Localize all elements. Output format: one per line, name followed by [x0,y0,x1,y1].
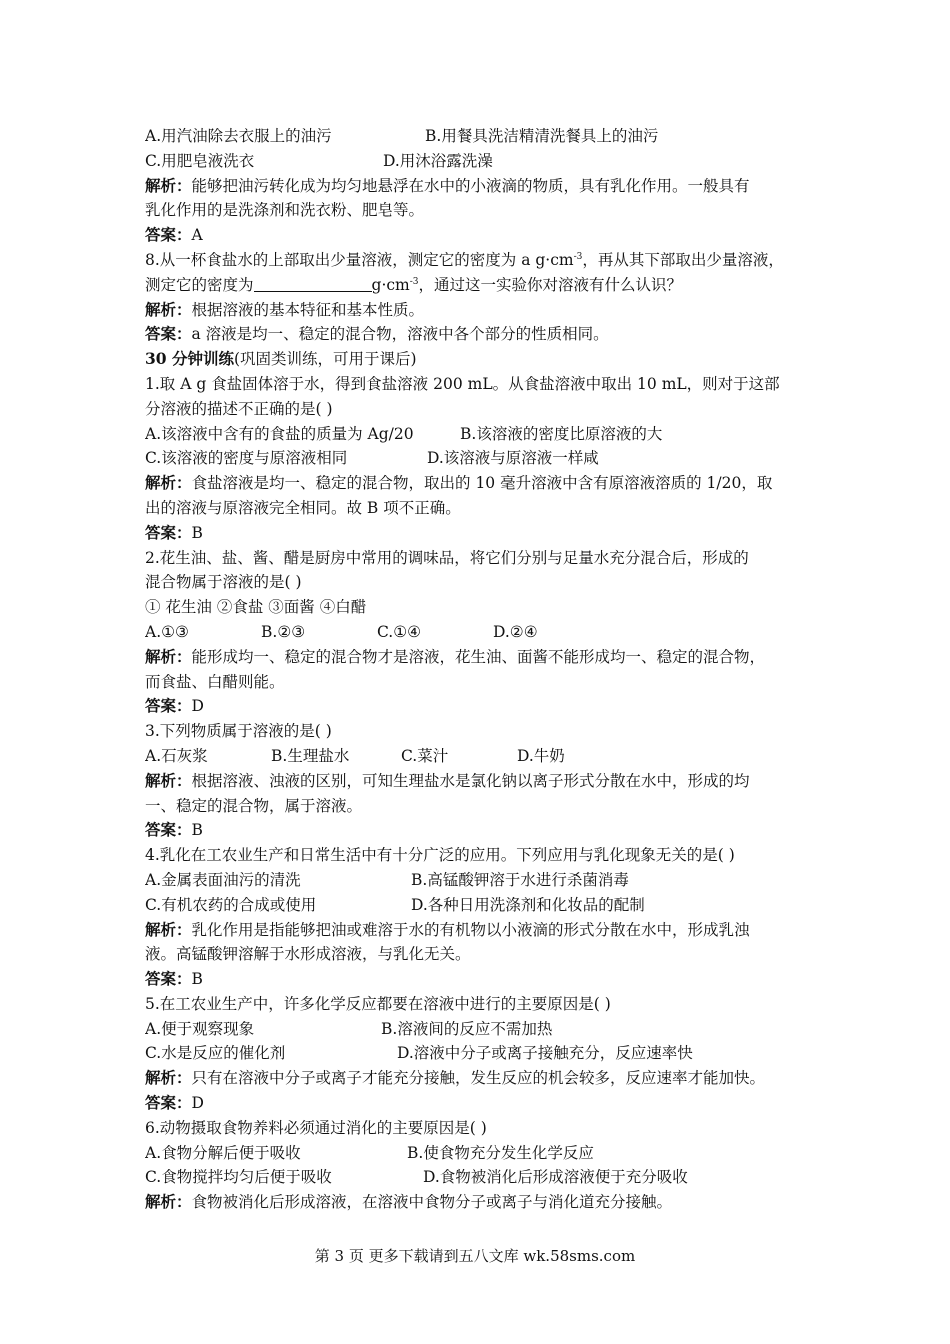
q2-line-1: 2.花生油、盐、酱、醋是厨房中常用的调味品，将它们分别与足量水充分混合后，形成的 [145,548,749,567]
q4-option-d: D.各种日用洗涤剂和化妆品的配制 [411,895,645,914]
q3-options [145,744,825,769]
q4-option-b: B.高锰酸钾溶于水进行杀菌消毒 [411,870,629,889]
q5-analysis-text-1: 只有在溶液中分子或离子才能充分接触，发生反应的机会较多，反应速率才能加快。 [191,1069,766,1088]
q5-option-c: C.水是反应的催化剂 [145,1044,286,1063]
section-title: 30 分钟训练 [145,349,234,369]
q1-analysis-text-1: 食盐溶液是均一、稳定的混合物，取出的 10 毫升溶液中含有原溶液溶质的 1/20，取 [191,474,773,493]
q4-options-row-2 [145,893,825,918]
q2-line-2: 混合物属于溶液的是( ) [145,573,302,592]
q5-options-row-2 [145,1041,825,1066]
q5-answer-value: D [191,1094,204,1113]
q5-option-d: D.溶液中分子或离子接触充分，反应速率快 [397,1044,693,1063]
q4-analysis-text-1: 乳化作用是指能够把油或难溶于水的有机物以小液滴的形式分散在水中，形成乳浊 [191,920,750,939]
analysis-label: 解析： [145,299,192,319]
q3-answer [145,818,825,843]
q5-option-a: A.便于观察现象 [145,1019,255,1038]
answer-label: 答案： [145,1093,192,1113]
q8-analysis [145,298,825,323]
q7-options-row-2 [145,149,825,174]
q7-analysis-line-2: 乳化作用的是洗涤剂和洗衣粉、肥皂等。 [145,201,425,220]
q7-option-c: C.用肥皂液洗衣 [145,151,255,170]
q7-option-d: D.用沐浴露洗澡 [383,151,493,170]
q1-analysis-line-1 [145,471,825,496]
q1-options-row-1 [145,422,825,447]
answer-label: 答案： [145,696,192,716]
q5-options-row-1 [145,1017,825,1042]
q7-answer [145,223,825,248]
q1-answer-value: B [191,523,203,542]
document-body [145,124,825,1215]
q6-option-b: B.使食物充分发生化学反应 [407,1143,594,1162]
section-header [145,347,825,372]
q8-answer-blank[interactable] [254,277,372,292]
q5-option-b: B.溶液间的反应不需加热 [381,1019,553,1038]
q7-option-b: B.用餐具洗洁精清洗餐具上的油污 [425,127,659,145]
analysis-label: 解析： [145,770,192,790]
q8-answer [145,322,825,347]
q7-answer-value: A [191,226,203,245]
section-subtitle: (巩固类训练，可用于课后) [233,350,417,369]
q4-answer [145,967,825,992]
answer-label: 答案： [145,225,192,245]
page-footer: 第 3 页 更多下载请到五八文库 wk.58sms.com [314,1247,636,1265]
q4-line-1: 4.乳化在工农业生产和日常生活中有十分广泛的应用。下列应用与乳化现象无关的是( ) [145,846,735,865]
q6-analysis-text-1: 食物被消化后形成溶液，在溶液中食物分子或离子与消化道充分接触。 [191,1193,673,1212]
q8-sup-2: -3 [409,276,419,287]
q2-items: ① 花生油 ②食盐 ③面酱 ④白醋 [145,598,367,617]
q2-answer [145,694,825,719]
q3-analysis-line-1 [145,769,825,794]
q3-option-a: A.石灰浆 [145,746,208,765]
q7-analysis-line-1 [145,174,825,199]
q4-option-c: C.有机农药的合成或使用 [145,895,317,914]
q3-analysis-text-1: 根据溶液、浊液的区别，可知生理盐水是氯化钠以离子形式分散在水中，形成的均 [191,771,750,790]
q4-analysis-line-2: 液。高锰酸钾溶解于水形成溶液，与乳化无关。 [145,945,471,964]
q4-analysis-line-1 [145,918,825,943]
q1-option-a: A.该溶液中含有的食盐的质量为 Ag/20 [145,424,414,443]
q1-options-row-2 [145,446,825,471]
q2-answer-value: D [191,697,204,716]
answer-label: 答案： [145,820,192,840]
q3-line-1: 3.下列物质属于溶液的是( ) [145,722,332,741]
q8-text-2b: ，通过这一实验你对溶液有什么认识？ [418,275,683,294]
q2-analysis-line-1 [145,645,825,670]
q8-text-1a: 8.从一杯食盐水的上部取出少量溶液，测定它的密度为 a g·cm [145,250,574,269]
q7-option-a: A.用汽油除去衣服上的油污 [145,127,332,145]
q4-option-a: A.金属表面油污的清洗 [145,870,301,889]
analysis-label: 解析： [145,175,192,195]
q8-line-2 [145,273,825,298]
q6-analysis-line-1 [145,1190,825,1215]
q8-text-1b: ，再从其下部取出少量溶液， [582,250,784,269]
q5-line-1: 5.在工农业生产中，许多化学反应都要在溶液中进行的主要原因是( ) [145,994,611,1013]
q8-answer-value: a 溶液是均一、稳定的混合物，溶液中各个部分的性质相同。 [191,325,609,344]
q1-line-1: 1.取 A g 食盐固体溶于水，得到食盐溶液 200 mL。从食盐溶液中取出 10 mL，则对于这部 [145,374,780,393]
answer-label: 答案： [145,522,192,542]
q7-options-row-1 [145,124,825,149]
q5-answer [145,1091,825,1116]
analysis-label: 解析： [145,473,192,493]
analysis-label: 解析： [145,646,192,666]
answer-label: 答案： [145,324,192,344]
q2-option-b: B.②③ [261,622,306,641]
q1-option-d: D.该溶液与原溶液一样咸 [427,449,599,468]
q8-sup-1: -3 [573,251,583,262]
q6-option-d: D.食物被消化后形成溶液便于充分吸收 [423,1168,688,1187]
q1-option-b: B.该溶液的密度比原溶液的大 [460,424,663,443]
q8-text-2a: 测定它的密度为 [145,275,254,294]
q5-analysis-line-1 [145,1066,825,1091]
q1-analysis-line-2: 出的溶液与原溶液完全相同。故 B 项不正确。 [145,498,461,517]
q7-analysis-text-1: 能够把油污转化成为均匀地悬浮在水中的小液滴的物质，具有乳化作用。一般具有 [191,176,750,195]
q2-option-a: A.①③ [145,622,189,641]
q2-options [145,620,825,645]
q1-answer [145,521,825,546]
analysis-label: 解析： [145,919,192,939]
q1-line-2: 分溶液的描述不正确的是( ) [145,399,333,418]
q6-options-row-1 [145,1141,825,1166]
q8-line-1 [145,248,825,273]
q6-option-c: C.食物搅拌均匀后便于吸收 [145,1168,332,1187]
q8-analysis-text: 根据溶液的基本特征和基本性质。 [191,300,425,319]
q3-answer-value: B [191,821,203,840]
q8-unit: g·cm [371,275,410,294]
q3-analysis-line-2: 一、稳定的混合物，属于溶液。 [145,796,363,815]
q6-options-row-2 [145,1165,825,1190]
answer-label: 答案： [145,969,192,989]
q3-option-b: B.生理盐水 [271,746,350,765]
q6-line-1: 6.动物摄取食物养料必须通过消化的主要原因是( ) [145,1118,487,1137]
q2-option-c: C.①④ [377,622,422,641]
q1-option-c: C.该溶液的密度与原溶液相同 [145,449,348,468]
analysis-label: 解析： [145,1068,192,1088]
q4-options-row-1 [145,868,825,893]
q2-option-d: D.②④ [493,622,538,641]
analysis-label: 解析： [145,1192,192,1212]
q6-option-a: A.食物分解后便于吸收 [145,1143,301,1162]
q4-answer-value: B [191,970,203,989]
q3-option-d: D.牛奶 [517,746,565,765]
q2-analysis-text-1: 能形成均一、稳定的混合物才是溶液，花生油、面酱不能形成均一、稳定的混合物， [191,647,766,666]
q2-analysis-line-2: 而食盐、白醋则能。 [145,672,285,691]
q3-option-c: C.菜汁 [401,746,449,765]
